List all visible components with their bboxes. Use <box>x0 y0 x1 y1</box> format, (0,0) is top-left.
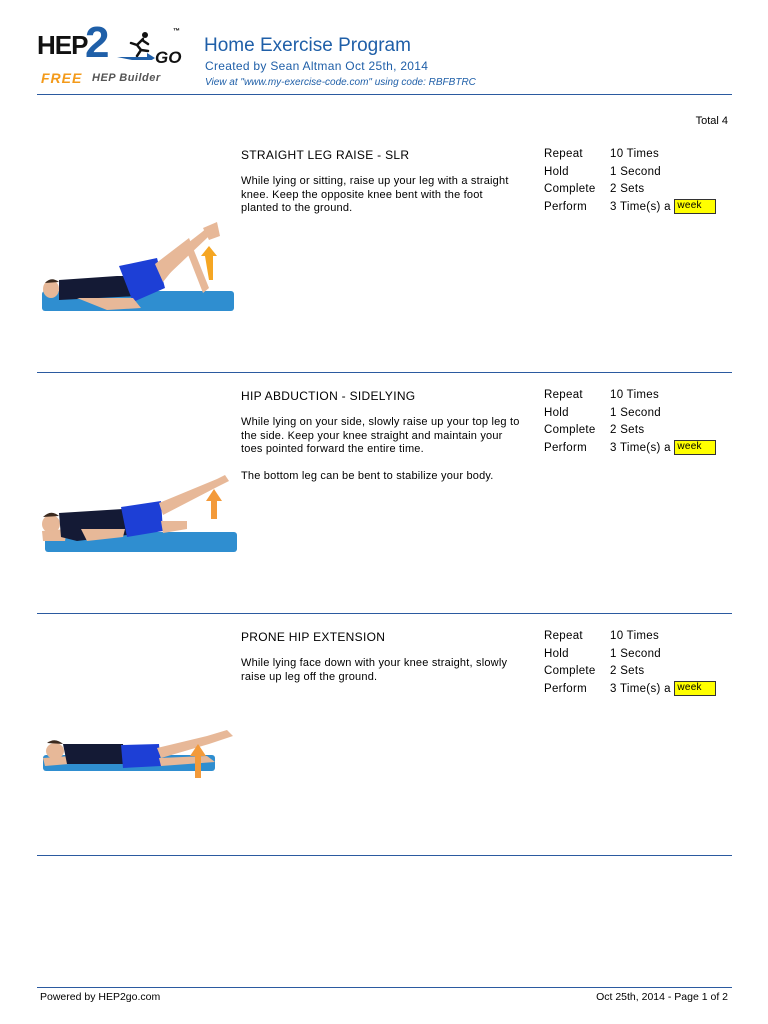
exercise-name: PRONE HIP EXTENSION <box>241 630 386 644</box>
description-paragraph: While lying face down with your knee straight, slowly raise up leg off the ground. <box>241 657 508 683</box>
exercise-name: HIP ABDUCTION - SIDELYING <box>241 389 416 403</box>
perform-value: 3 Time(s) a <box>610 682 671 695</box>
logo-two-text: 2 <box>85 18 110 67</box>
exercise-item <box>0 389 768 619</box>
hold-value: 1 Second <box>610 647 661 660</box>
complete-label: Complete <box>544 665 596 677</box>
perform-label: Perform <box>544 441 587 454</box>
program-title: Home Exercise Program <box>204 35 411 56</box>
logo-go-text: GO <box>155 48 182 67</box>
hold-value: 1 Second <box>610 165 661 178</box>
logo-hep-text: HEP <box>37 30 88 60</box>
perform-label: Perform <box>544 682 587 695</box>
logo-trademark: ™ <box>173 28 180 35</box>
repeat-label: Repeat <box>544 389 583 401</box>
perform-label: Perform <box>544 200 587 213</box>
exercise-description <box>241 657 523 697</box>
hep2go-logo <box>37 18 189 88</box>
page-info: Oct 25th, 2014 - Page 1 of 2 <box>596 991 728 1003</box>
hold-label: Hold <box>544 165 569 178</box>
exercise-item <box>0 630 768 860</box>
period-highlight: week <box>674 440 716 455</box>
hip-abduction-sidelying-image <box>37 389 237 564</box>
repeat-label: Repeat <box>544 630 583 642</box>
complete-value: 2 Sets <box>610 665 645 677</box>
created-by-line: Created by Sean Altman Oct 25th, 2014 <box>205 59 429 73</box>
description-paragraph: The bottom leg can be bent to stabilize your body. <box>241 469 494 482</box>
total-count: Total 4 <box>695 115 728 127</box>
view-code-line: View at "www.my-exercise-code.com" using code: RBFBTRC <box>205 77 476 88</box>
straight-leg-raise-image <box>37 148 237 323</box>
footer-divider <box>37 987 732 988</box>
hold-label: Hold <box>544 647 569 660</box>
exercise-description <box>241 175 523 229</box>
perform-value: 3 Time(s) a <box>610 441 671 454</box>
logo-builder-text: HEP Builder <box>92 72 161 84</box>
logo-free-text: FREE <box>41 70 83 86</box>
complete-label: Complete <box>544 183 596 195</box>
exercise-divider <box>37 372 732 373</box>
complete-value: 2 Sets <box>610 424 645 436</box>
hold-value: 1 Second <box>610 406 661 419</box>
description-paragraph: While lying or sitting, raise up your leg with a straight knee. Keep the opposite knee bent with the foot planted to the ground. <box>241 175 509 214</box>
repeat-value: 10 Times <box>610 630 660 642</box>
period-highlight: week <box>674 199 716 214</box>
exercise-name: STRAIGHT LEG RAISE - SLR <box>241 148 410 162</box>
complete-value: 2 Sets <box>610 183 645 195</box>
perform-value: 3 Time(s) a <box>610 200 671 213</box>
runner-arrow-icon <box>117 30 157 60</box>
header-divider <box>37 94 732 95</box>
repeat-value: 10 Times <box>610 389 660 401</box>
powered-by: Powered by HEP2go.com <box>40 991 161 1003</box>
description-paragraph: While lying on your side, slowly raise up your top leg to the side. Keep your knee straight and maintain your toes pointed forward the entire time. <box>241 416 520 455</box>
repeat-label: Repeat <box>544 148 583 160</box>
hold-label: Hold <box>544 406 569 419</box>
exercise-item <box>0 148 768 378</box>
repeat-value: 10 Times <box>610 148 660 160</box>
exercise-divider <box>37 613 732 614</box>
exercise-divider <box>37 855 732 856</box>
complete-label: Complete <box>544 424 596 436</box>
period-highlight: week <box>674 681 716 696</box>
exercise-description <box>241 416 523 496</box>
prone-hip-extension-image <box>37 630 237 805</box>
